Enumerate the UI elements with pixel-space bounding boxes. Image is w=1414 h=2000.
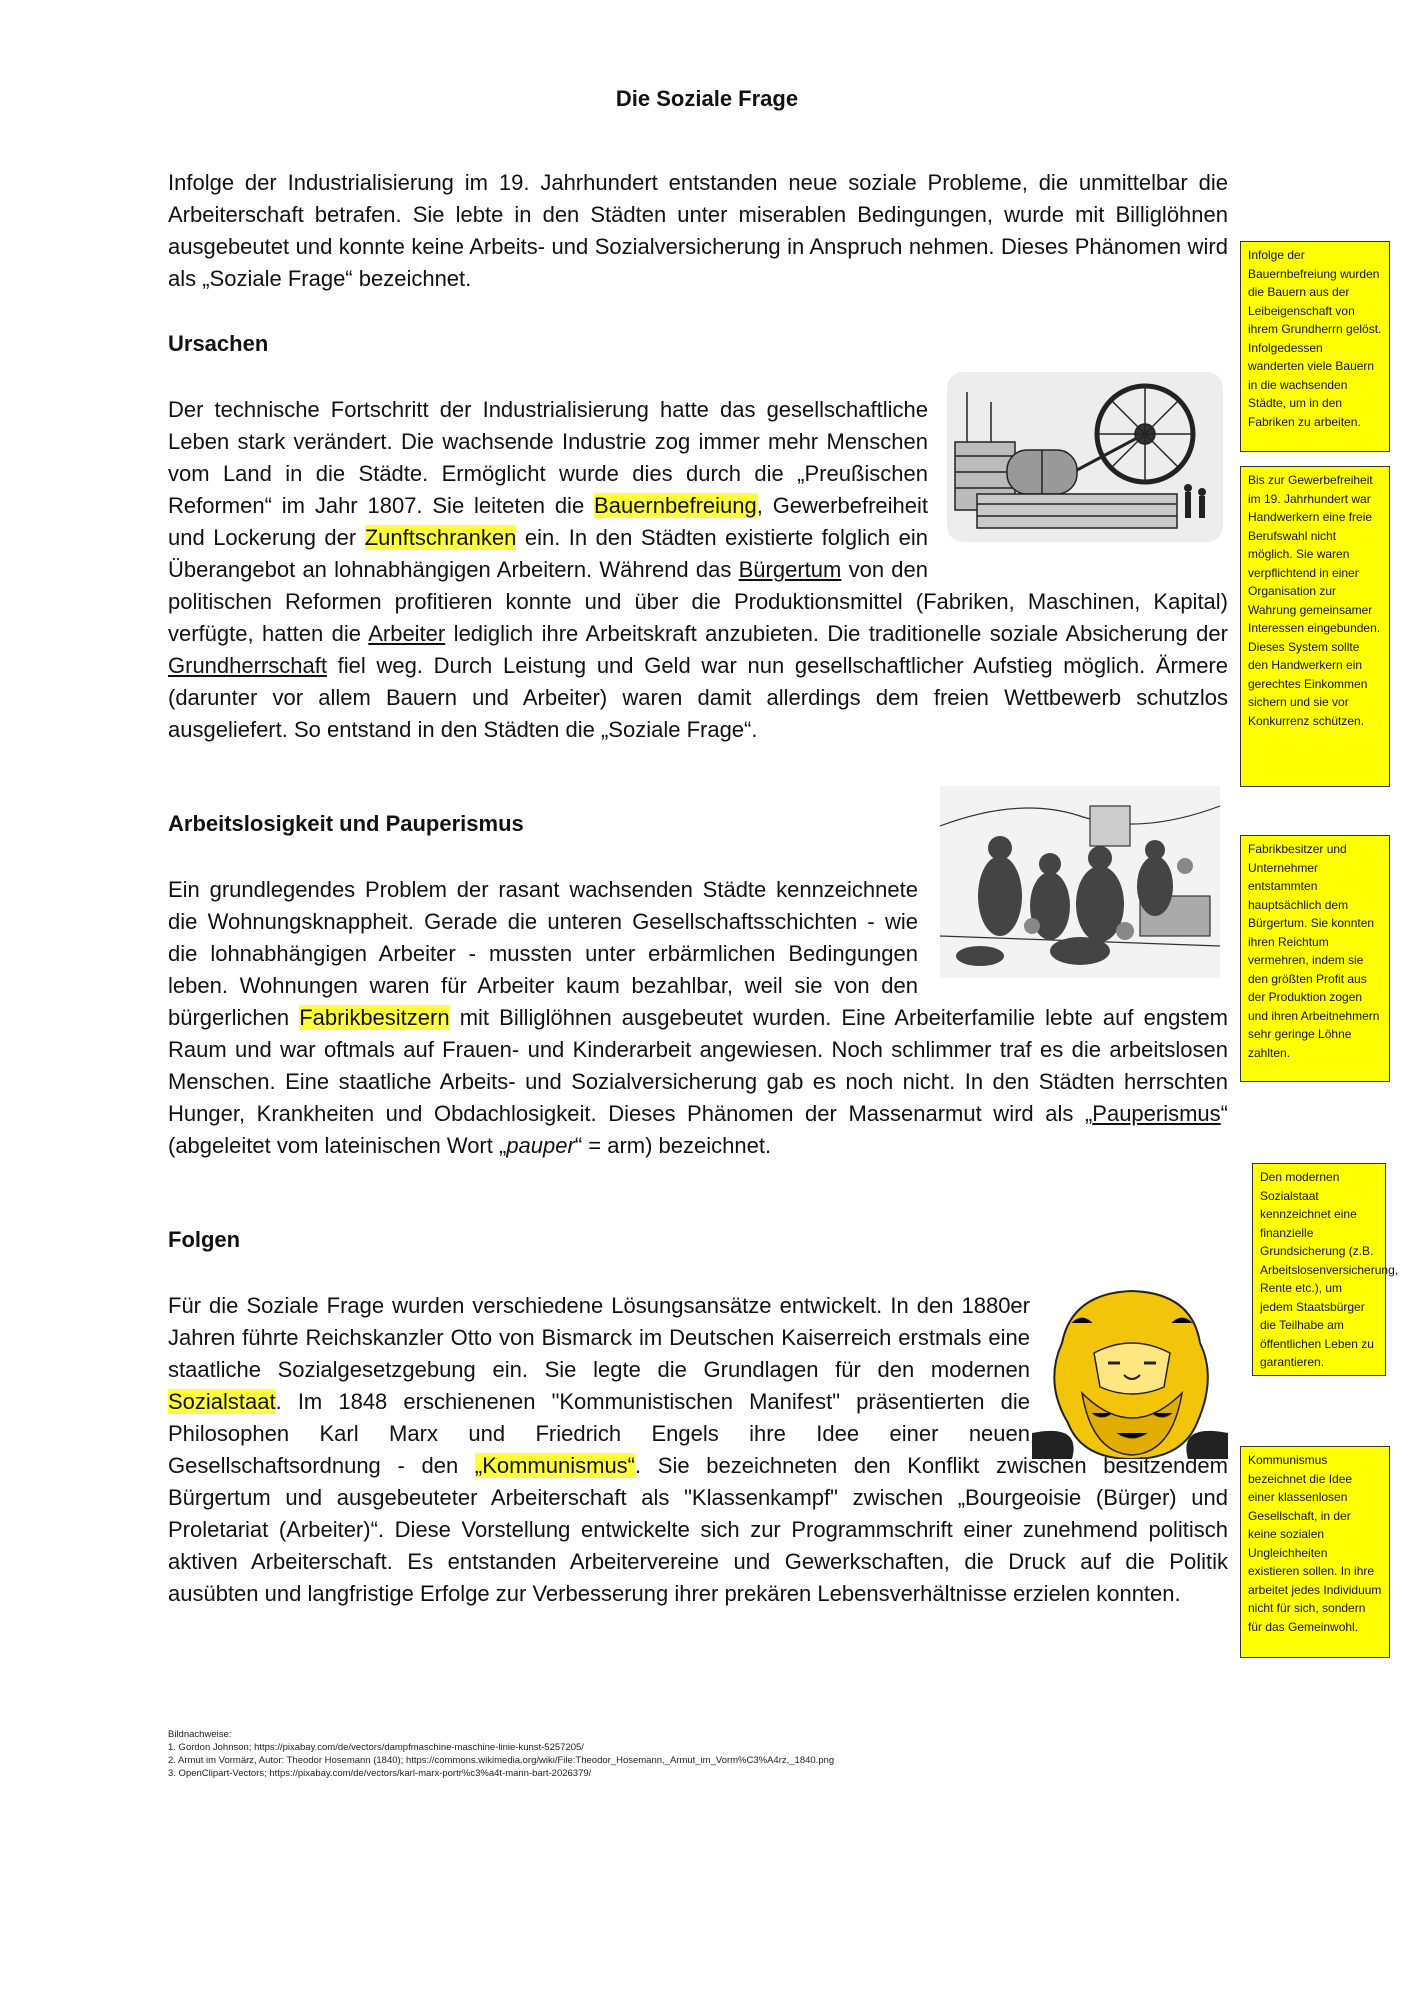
heading-folgen: Folgen <box>168 1227 241 1252</box>
image-sources <box>168 1728 834 1780</box>
highlight-bauernbefreiung: Bauernbefreiung <box>594 493 757 518</box>
source-item: 1. Gordon Johnson; https://pixabay.com/de/vectors/dampfmaschine-maschine-linie-kunst-5257205/ <box>168 1742 584 1753</box>
underline-grundherrschaft: Grundherrschaft <box>168 653 327 678</box>
sources-label: Bildnachweise: <box>168 1729 232 1740</box>
note-fabrikbesitzer: Fabrikbesitzer und Unternehmer entstammten hauptsächlich dem Bürgertum. Sie konnten ihren Reichtum vermehren, indem sie den größten Profit aus der Produktion zogen und ihren Arbeitnehmern sehr geringe Löhne zahlten. <box>1240 835 1390 1082</box>
highlight-kommunismus: „Kommunismus“ <box>474 1453 636 1478</box>
note-kommunismus: Kommunismus bezeichnet die Idee einer klassenlosen Gesellschaft, in der keine sozialen Ungleichheiten existieren sollen. In ihre arbeitet jedes Individuum nicht für sich, sondern für das Gemeinwohl. <box>1240 1446 1390 1658</box>
intro-paragraph: Infolge der Industrialisierung im 19. Jahrhundert entstanden neue soziale Probleme, die unmittelbar die Arbeiterschaft betrafen. Sie lebte in den Städten unter miserablen Bedingungen, wurde mit Billiglöhnen ausgebeutet und konnte keine Arbeits- und Sozialversicherung in Anspruch nehmen. Dieses Phänomen wird als „Soziale Frage“ bezeichnet. <box>168 170 1228 291</box>
note-bauernbefreiung: Infolge der Bauernbefreiung wurden die Bauern aus der Leibeigenschaft von ihrem Grundherrn gelöst. Infolgedessen wanderten viele Bauern in die wachsenden Städte, um in den Fabriken zu arbeiten. <box>1240 241 1390 452</box>
underline-pauperismus: Pauperismus <box>1092 1101 1221 1126</box>
heading-ursachen: Ursachen <box>168 331 269 356</box>
note-gewerbefreiheit: Bis zur Gewerbefreiheit im 19. Jahrhundert war Handwerkern eine freie Berufswahl nicht möglich. Sie waren verpflichtend in einer Organisation zur Wahrung gemeinsamer Interessen eingebunden. Dieses System sollte den Handwerkern ein gerechtes Einkommen sichern und sie vor Konkurrenz schützen. <box>1240 466 1390 787</box>
pauperismus-paragraph: Ein grundlegendes Problem der rasant wachsenden Städte kennzeichnete die Wohnungsknappheit. Gerade die unteren Gesellschaftsschichten - wie die lohnabhängigen Arbeiter - mussten unter erbärmlichen Bedingungen leben. Wohnungen waren für Arbeiter kaum bezahlbar, weil sie von den bürgerlichen Fabrikbesitzern mit Billiglöhnen ausgebeutet wurden. Eine Arbeiterfamilie lebte auf engstem Raum und war oftmals auf Frauen- und Kinderarbeit angewiesen. Noch schlimmer traf es die arbeitslosen Menschen. Eine staatliche Arbeits- und Sozialversicherung gab es noch nicht. In den Städten herrschten Hunger, Krankheiten und Obdachlosigkeit. Dieses Phänomen der Massenarmut wird als „Pauperismus“ (abgeleitet vom lateinischen Wort „pauper“ = arm) bezeichnet. <box>168 877 1229 1158</box>
underline-buergertum: Bürgertum <box>738 557 842 582</box>
highlight-sozialstaat: Sozialstaat <box>168 1389 276 1414</box>
source-item: 2. Armut im Vormärz, Autor: Theodor Hosemann (1840); https://commons.wikimedia.org/wiki/File:Theodor_Hosemann,_Armut_im_Vorm%C3%A4rz,_1840.png <box>168 1755 835 1766</box>
page-title: Die Soziale Frage <box>615 86 799 111</box>
folgen-paragraph: Für die Soziale Frage wurden verschiedene Lösungsansätze entwickelt. In den 1880er Jahren führte Reichskanzler Otto von Bismarck im Deutschen Kaiserreich erstmals eine staatliche Sozialgesetzgebung ein. Sie legte die Grundlagen für den modernen Sozialstaat. Im 1848 erschienenen "Kommunistischen Manifest" präsentierten die Philosophen Karl Marx und Friedrich Engels ihre Idee einer neuen Gesellschaftsordnung - den „Kommunismus“. Sie bezeichneten den Konflikt zwischen besitzendem Bürgertum und ausgebeuteter Arbeiterschaft als "Klassenkampf" zwischen „Bourgeoisie (Bürger) und Proletariat (Arbeiter)“. Diese Vorstellung entwickelte sich zur Programmschrift einer zunehmend politisch aktiven Arbeiterschaft. Es entstanden Arbeitervereine und Gewerkschaften, die Druck auf die Politik ausübten und langfristige Erfolge zur Verbesserung ihrer prekären Lebensverhältnisse erzielen konnten. <box>168 1293 1228 1606</box>
underline-arbeiter: Arbeiter <box>368 621 446 646</box>
highlight-zunftschranken: Zunftschranken <box>364 525 517 550</box>
ursachen-paragraph: Der technische Fortschritt der Industrialisierung hatte das gesellschaftliche Leben stark verändert. Die wachsende Industrie zog immer mehr Menschen vom Land in die Städte. Ermöglicht wurde dies durch die „Preußischen Reformen“ im Jahr 1807. Sie leiteten die Bauernbefreiung, Gewerbefreiheit und Lockerung der Zunftschranken ein. In den Städten existierte folglich ein Überangebot an lohnabhängigen Arbeitern. Während das Bürgertum von den politischen Reformen profitieren konnte und über die Produktionsmittel (Fabriken, Maschinen, Kapital) verfügte, hatten die Arbeiter lediglich ihre Arbeitskraft anzubieten. Die traditionelle soziale Absicherung der Grundherrschaft fiel weg. Durch Leistung und Geld war nun gesellschaftlicher Aufstieg möglich. Ärmere (darunter vor allem Bauern und Arbeiter) waren damit allerdings dem freien Wettbewerb schutzlos ausgeliefert. So entstand in den Städten die „Soziale Frage“. <box>168 397 1228 742</box>
source-item: 3. OpenClipart-Vectors; https://pixabay.com/de/vectors/karl-marx-portr%c3%a4t-mann-bart-2026379/ <box>168 1768 592 1779</box>
note-sozialstaat: Den modernen Sozialstaat kennzeichnet eine finanzielle Grundsicherung (z.B. Arbeitslosenversicherung, Rente etc.), um jedem Staatsbürger die Teilhabe am öffentlichen Leben zu garantieren. <box>1252 1163 1386 1376</box>
highlight-fabrikbesitzern: Fabrikbesitzern <box>299 1005 450 1030</box>
heading-pauperismus: Arbeitslosigkeit und Pauperismus <box>168 811 524 836</box>
